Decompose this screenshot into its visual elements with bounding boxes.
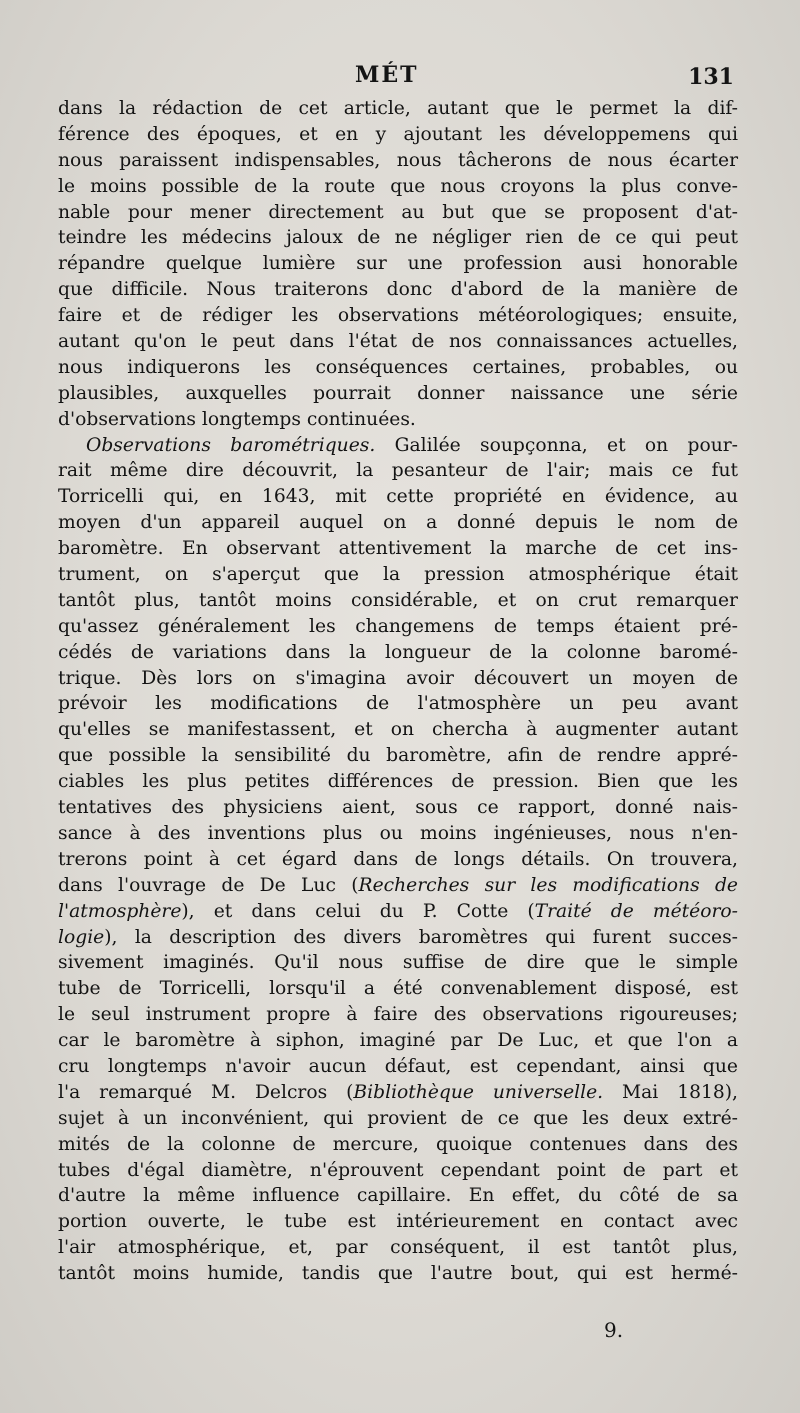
line-text: trument, on s'aperçut que la pression atmosphérique était xyxy=(58,564,738,586)
line-text: prévoir les modifications de l'atmosphère un peu avant xyxy=(58,693,738,715)
line-text: cru longtemps n'avoir aucun défaut, est cependant, ainsi que xyxy=(58,1055,738,1077)
line-text: car le baromètre à siphon, imaginé par De Luc, et que l'on a xyxy=(58,1030,738,1052)
text-line xyxy=(58,769,738,795)
text-line xyxy=(58,148,738,174)
text-line xyxy=(58,1235,738,1261)
text-line xyxy=(58,950,738,976)
line-text: tantôt plus, tantôt moins considérable, et on crut remarquer xyxy=(58,589,738,611)
signature-mark: 9. xyxy=(604,1318,624,1342)
text-line xyxy=(58,743,738,769)
line-text: ), et dans celui du P. Cotte ( xyxy=(181,900,535,922)
italic-text: Recherches sur les modifications de xyxy=(358,874,738,896)
running-head: MÉT xyxy=(355,62,419,88)
line-text: cédés de variations dans la longueur de la colonne baromé- xyxy=(58,641,738,663)
text-line xyxy=(58,510,738,536)
line-text: nous paraissent indispensables, nous tâcherons de nous écarter xyxy=(58,149,738,171)
line-text: nous indiquerons les conséquences certaines, probables, ou xyxy=(58,356,738,378)
text-line xyxy=(58,174,738,200)
line-text: nable pour mener directement au but que se proposent d'at- xyxy=(58,201,738,223)
line-text: que difficile. Nous traiterons donc d'abord de la manière de xyxy=(58,279,738,301)
italic-text: Observations barométriques. xyxy=(86,434,376,456)
line-text: férence des époques, et en y ajoutant les développemens qui xyxy=(58,123,738,145)
line-text: tentatives des physiciens aient, sous ce rapport, donné nais- xyxy=(58,797,738,819)
text-line xyxy=(58,225,738,251)
text-line xyxy=(58,899,738,925)
text-line xyxy=(58,1028,738,1054)
line-text: Galilée soupçonna, et on pour- xyxy=(375,434,738,456)
line-text: l'a remarqué M. Delcros ( xyxy=(58,1081,354,1103)
line-text: d'autre la même influence capillaire. En effet, du côté de sa xyxy=(58,1185,738,1207)
line-text: sivement imaginés. Qu'il nous suffise de dire que le simple xyxy=(58,952,738,974)
text-line xyxy=(58,821,738,847)
text-line xyxy=(58,1158,738,1184)
line-text: que possible la sensibilité du baromètre, afin de rendre appré- xyxy=(58,745,738,767)
line-text: plausibles, auxquelles pourrait donner naissance une série xyxy=(58,382,738,404)
text-line xyxy=(58,381,738,407)
line-text: mités de la colonne de mercure, quoique contenues dans des xyxy=(58,1133,738,1155)
text-line xyxy=(58,1054,738,1080)
line-text: dans la rédaction de cet article, autant que le permet la dif- xyxy=(58,98,738,119)
line-text: qu'assez généralement les changemens de temps étaient pré- xyxy=(58,615,738,637)
text-line xyxy=(58,847,738,873)
text-line xyxy=(58,200,738,226)
line-text: moyen d'un appareil auquel on a donné depuis le nom de xyxy=(58,512,738,534)
italic-text: Traité de météoro- xyxy=(534,900,738,922)
text-line xyxy=(58,433,738,459)
line-text: trerons point à cet égard dans de longs détails. On trouvera, xyxy=(58,848,738,870)
text-line xyxy=(58,614,738,640)
text-line xyxy=(58,1132,738,1158)
text-line xyxy=(58,458,738,484)
body-text xyxy=(58,96,738,1287)
line-text: autant qu'on le peut dans l'état de nos connaissances actuelles, xyxy=(58,331,738,353)
line-text: rait même dire découvrit, la pesanteur de l'air; mais ce fut xyxy=(58,460,738,482)
text-line xyxy=(58,1106,738,1132)
text-line xyxy=(58,640,738,666)
line-text: ), la description des divers baromètres qui furent succes- xyxy=(104,926,738,948)
line-text: dans l'ouvrage de De Luc ( xyxy=(58,874,359,896)
page-header xyxy=(0,62,800,96)
text-line xyxy=(58,666,738,692)
text-line xyxy=(58,1080,738,1106)
line-text: l'air atmosphérique, et, par conséquent, il est tantôt plus, xyxy=(58,1237,738,1259)
text-line xyxy=(58,329,738,355)
line-text: tube de Torricelli, lorsqu'il a été convenablement disposé, est xyxy=(58,978,738,1000)
italic-text: Bibliothèque universelle. xyxy=(353,1081,604,1103)
text-line xyxy=(58,484,738,510)
text-line xyxy=(58,717,738,743)
line-text: sance à des inventions plus ou moins ingénieuses, nous n'en- xyxy=(58,822,738,844)
text-line xyxy=(58,1261,738,1287)
text-line xyxy=(58,407,738,433)
text-line xyxy=(58,96,738,122)
text-line xyxy=(58,873,738,899)
text-line xyxy=(58,251,738,277)
text-line xyxy=(58,925,738,951)
line-text: qu'elles se manifestassent, et on chercha à augmenter autant xyxy=(58,719,738,741)
text-line xyxy=(58,691,738,717)
text-line xyxy=(58,1209,738,1235)
line-text: tantôt moins humide, tandis que l'autre bout, qui est hermé- xyxy=(58,1263,738,1285)
text-line xyxy=(58,277,738,303)
text-line xyxy=(58,303,738,329)
text-line xyxy=(58,1183,738,1209)
text-line xyxy=(58,795,738,821)
line-text: tubes d'égal diamètre, n'éprouvent cependant point de part et xyxy=(58,1159,738,1181)
line-text: le moins possible de la route que nous croyons la plus conve- xyxy=(58,175,738,197)
line-text: Mai 1818), xyxy=(603,1081,738,1103)
italic-text: l'atmosphère xyxy=(58,900,182,922)
page-number: 131 xyxy=(688,64,734,90)
line-text: le seul instrument propre à faire des observations rigoureuses; xyxy=(58,1004,738,1026)
text-line xyxy=(58,122,738,148)
line-text: baromètre. En observant attentivement la marche de cet ins- xyxy=(58,538,738,560)
text-line xyxy=(58,588,738,614)
text-line xyxy=(58,976,738,1002)
line-text: trique. Dès lors on s'imagina avoir découvert un moyen de xyxy=(58,667,738,689)
text-line xyxy=(58,536,738,562)
line-text: portion ouverte, le tube est intérieurement en contact avec xyxy=(58,1211,738,1233)
text-line xyxy=(58,1002,738,1028)
text-line xyxy=(58,355,738,381)
line-text: ciables les plus petites différences de pression. Bien que les xyxy=(58,771,738,793)
line-text: sujet à un inconvénient, qui provient de ce que les deux extré- xyxy=(58,1107,738,1129)
line-text: d'observations longtemps continuées. xyxy=(58,408,416,430)
line-text: Torricelli qui, en 1643, mit cette propriété en évidence, au xyxy=(58,486,738,508)
line-text: répandre quelque lumière sur une profession ausi honorable xyxy=(58,253,738,275)
line-text: faire et de rédiger les observations météorologiques; ensuite, xyxy=(58,305,738,327)
line-text: teindre les médecins jaloux de ne négliger rien de ce qui peut xyxy=(58,227,738,249)
italic-text: logie xyxy=(58,926,105,948)
text-line xyxy=(58,562,738,588)
